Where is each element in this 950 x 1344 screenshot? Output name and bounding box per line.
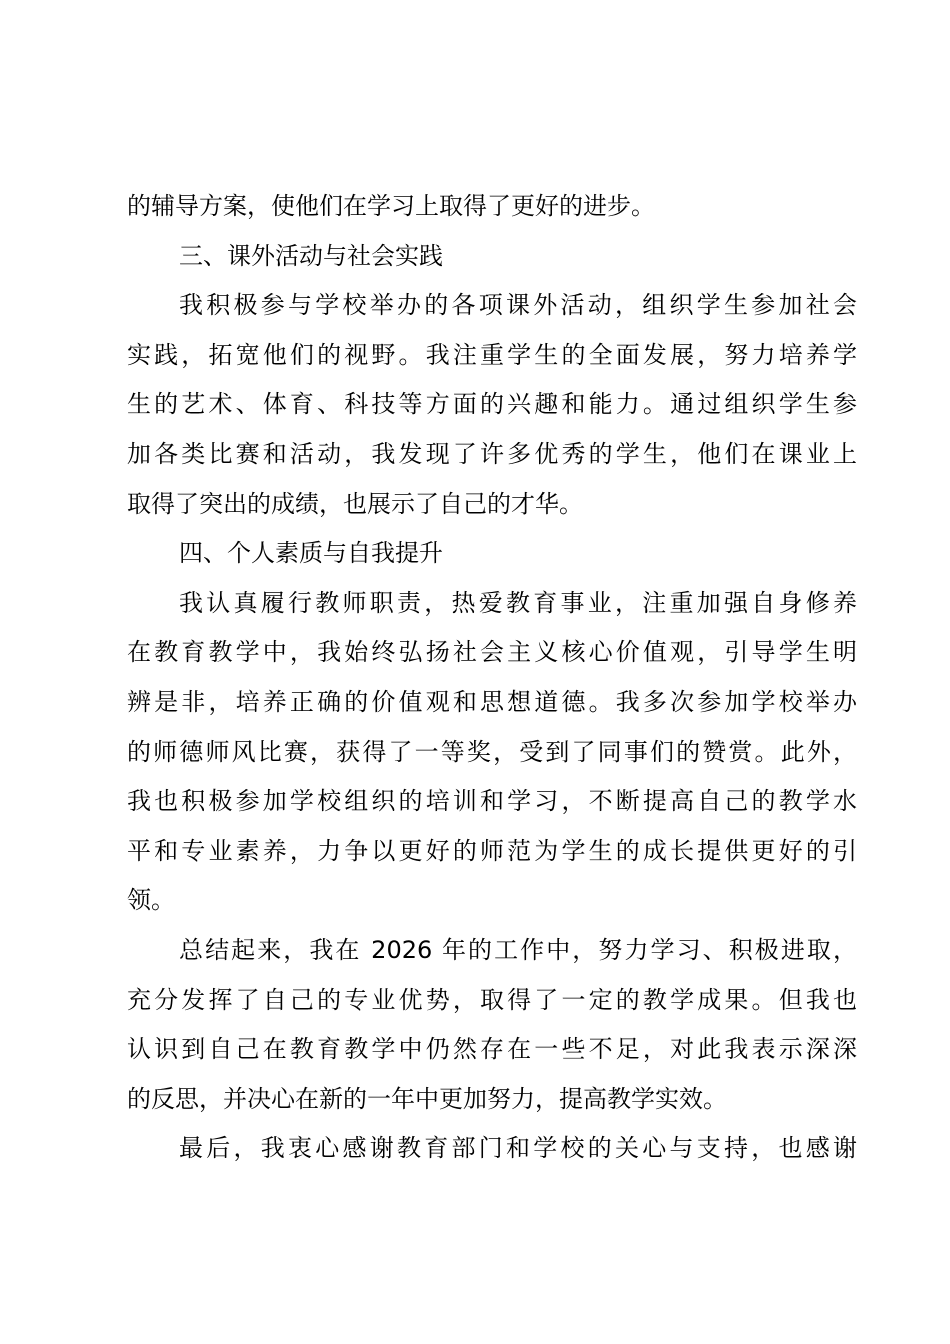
text-line: 在教育教学中，我始终弘扬社会主义核心价值观，引导学生明 xyxy=(127,638,857,667)
section-heading: 三、课外活动与社会实践 xyxy=(179,241,443,270)
text-line: 领。 xyxy=(127,886,175,915)
text-line: 辨是非，培养正确的价值观和思想道德。我多次参加学校举办 xyxy=(127,687,857,716)
text-line: 我也积极参加学校组织的培训和学习，不断提高自己的教学水 xyxy=(127,787,857,816)
text-line: 取得了突出的成绩，也展示了自己的才华。 xyxy=(127,489,583,518)
text-line: 加各类比赛和活动，我发现了许多优秀的学生，他们在课业上 xyxy=(127,439,857,468)
section-heading: 四、个人素质与自我提升 xyxy=(179,539,443,568)
paragraph-first-line: 总结起来，我在 2026 年的工作中，努力学习、积极进取， xyxy=(179,935,857,964)
document-body xyxy=(127,182,857,1174)
text-line: 实践，拓宽他们的视野。我注重学生的全面发展，努力培养学 xyxy=(127,340,857,369)
paragraph-first-line: 我积极参与学校举办的各项课外活动，组织学生参加社会 xyxy=(179,291,857,320)
text-line: 认识到自己在教育教学中仍然存在一些不足，对此我表示深深 xyxy=(127,1035,857,1064)
text-line: 的辅导方案，使他们在学习上取得了更好的进步。 xyxy=(127,192,655,220)
text-line: 充分发挥了自己的专业优势，取得了一定的教学成果。但我也 xyxy=(127,985,857,1014)
paragraph-first-line: 最后，我衷心感谢教育部门和学校的关心与支持，也感谢 xyxy=(179,1134,857,1163)
text-line: 生的艺术、体育、科技等方面的兴趣和能力。通过组织学生参 xyxy=(127,390,857,419)
text-line: 的反思，并决心在新的一年中更加努力，提高教学实效。 xyxy=(127,1084,727,1113)
text-line: 的师德师风比赛，获得了一等奖，受到了同事们的赞赏。此外， xyxy=(127,737,857,766)
text-line: 平和专业素养，力争以更好的师范为学生的成长提供更好的引 xyxy=(127,836,857,865)
paragraph-first-line: 我认真履行教师职责，热爱教育事业，注重加强自身修养 xyxy=(179,588,857,617)
